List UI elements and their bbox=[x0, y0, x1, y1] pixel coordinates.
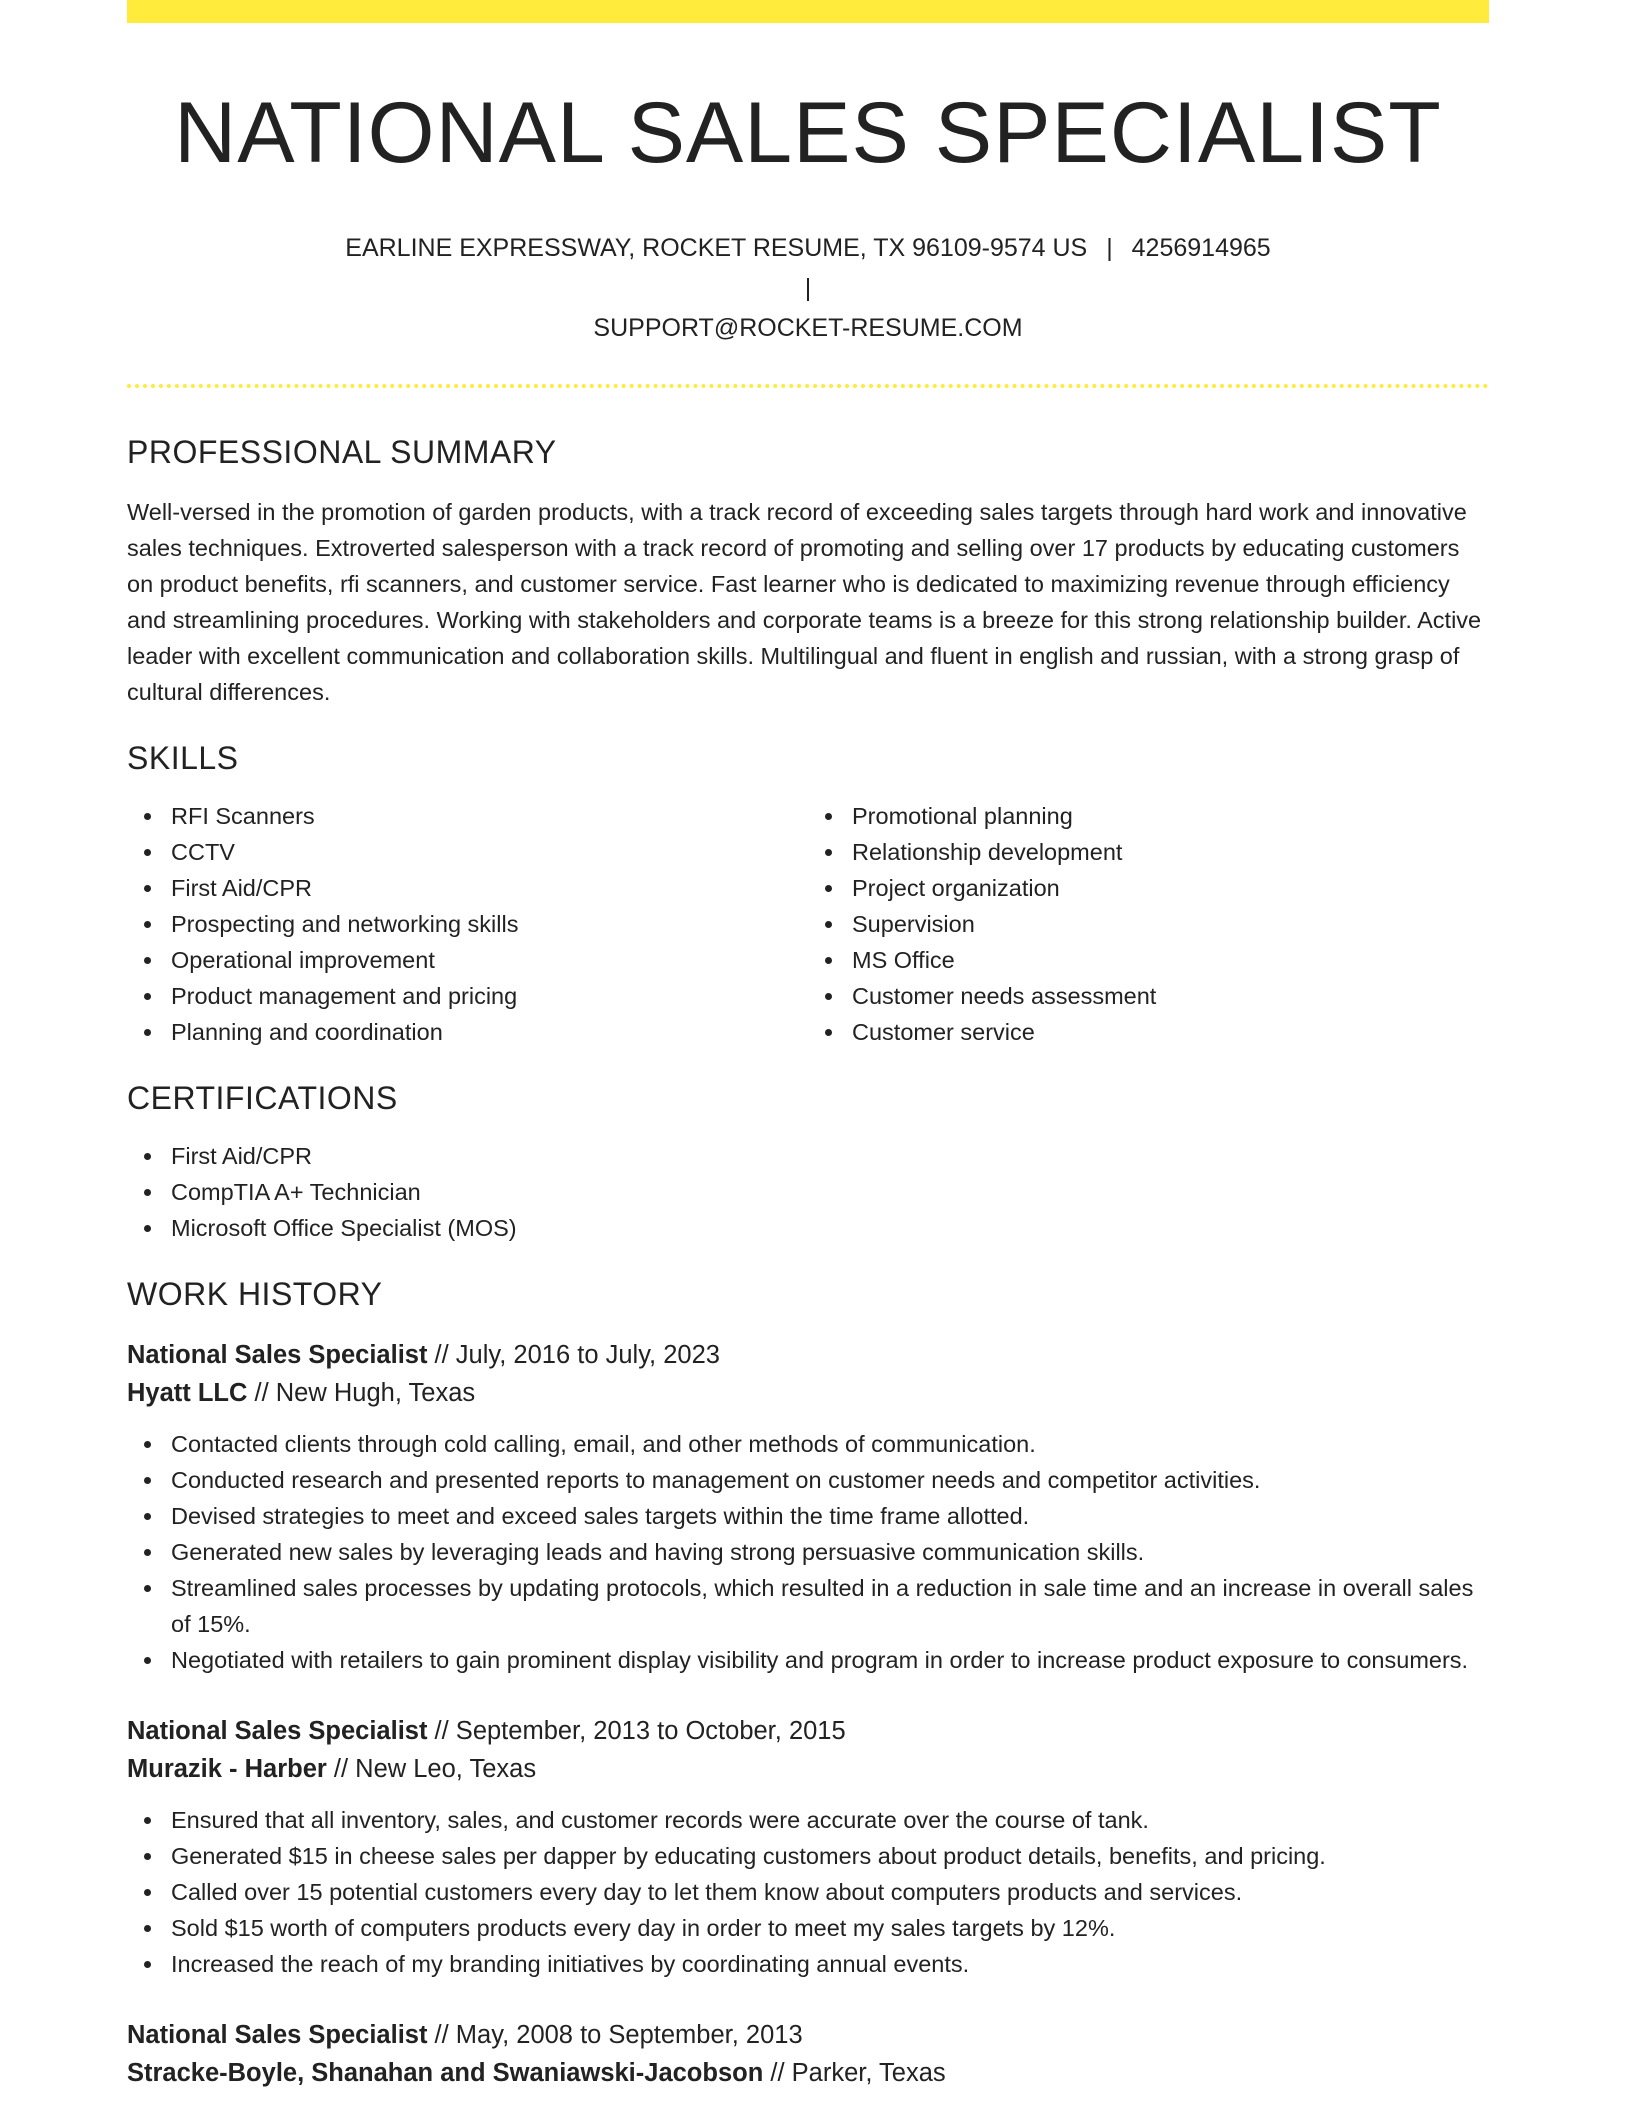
certification-item: Microsoft Office Specialist (MOS) bbox=[127, 1210, 1489, 1246]
job-title: National Sales Specialist bbox=[127, 1717, 428, 1745]
job-bullets bbox=[127, 1426, 1489, 1678]
skill-item: Customer needs assessment bbox=[808, 978, 1489, 1014]
job-entry bbox=[127, 1712, 1489, 1982]
job-location: // New Hugh, Texas bbox=[247, 1379, 476, 1407]
job-location: // Parker, Texas bbox=[763, 2059, 946, 2087]
job-bullet: Contacted clients through cold calling, email, and other methods of communication. bbox=[127, 1426, 1489, 1462]
skill-item: Project organization bbox=[808, 870, 1489, 906]
job-company: Murazik - Harber bbox=[127, 1755, 327, 1783]
job-company-line bbox=[127, 1750, 1489, 1788]
skill-item: Planning and coordination bbox=[127, 1014, 808, 1050]
contact-address: EARLINE EXPRESSWAY, ROCKET RESUME, TX 96109-9574 US bbox=[345, 234, 1088, 262]
job-title-line bbox=[127, 1336, 1489, 1374]
contact-phone: 4256914965 bbox=[1131, 234, 1271, 262]
job-dates: // July, 2016 to July, 2023 bbox=[427, 1341, 720, 1369]
skill-item: MS Office bbox=[808, 942, 1489, 978]
skill-item: Supervision bbox=[808, 906, 1489, 942]
job-bullet: Generated new sales by leveraging leads and having strong persuasive communication skills. bbox=[127, 1534, 1489, 1570]
job-bullet: Increased the reach of my branding initiatives by coordinating annual events. bbox=[127, 1946, 1489, 1982]
skills-heading: SKILLS bbox=[127, 740, 239, 776]
work-history-heading: WORK HISTORY bbox=[127, 1276, 383, 1312]
summary-text: Well-versed in the promotion of garden products, with a track record of exceeding sales targets through hard work and innovative sales techniques. Extroverted salesperson with a track record of promoting and selling over 17 products by educating customers on product benefits, rfi scanners, and customer service. Fast learner who is dedicated to maximizing revenue through efficiency and streamlining procedures. Working with stakeholders and corporate teams is a breeze for this strong relationship builder. Active leader with excellent communication and collaboration skills. Multilingual and fluent in english and russian, with a strong grasp of cultural differences. bbox=[127, 499, 1482, 705]
job-bullet: Ensured that all inventory, sales, and customer records were accurate over the course of tank. bbox=[127, 1802, 1489, 1838]
job-company: Hyatt LLC bbox=[127, 1379, 248, 1407]
job-title-line bbox=[127, 1712, 1489, 1750]
job-bullet: Devised strategies to meet and exceed sales targets within the time frame allotted. bbox=[127, 1498, 1489, 1534]
job-bullet: Generated $15 in cheese sales per dapper by educating customers about product details, benefits, and pricing. bbox=[127, 1838, 1489, 1874]
certifications-list bbox=[127, 1138, 1489, 1246]
summary-heading: PROFESSIONAL SUMMARY bbox=[127, 434, 557, 470]
job-bullet: Streamlined sales processes by updating protocols, which resulted in a reduction in sale time and an increase in overall sales of 15%. bbox=[127, 1570, 1489, 1642]
certification-item: CompTIA A+ Technician bbox=[127, 1174, 1489, 1210]
contact-separator: | bbox=[1106, 234, 1113, 262]
job-bullet: Called over 15 potential customers every day to let them know about computers products and services. bbox=[127, 1874, 1489, 1910]
skill-item: Operational improvement bbox=[127, 942, 808, 978]
job-title: National Sales Specialist bbox=[127, 2021, 428, 2049]
skills-columns bbox=[127, 798, 1489, 1050]
job-company: Stracke-Boyle, Shanahan and Swaniawski-Jacobson bbox=[127, 2059, 764, 2087]
skill-item: Product management and pricing bbox=[127, 978, 808, 1014]
job-company-line bbox=[127, 2054, 1489, 2092]
certifications-heading: CERTIFICATIONS bbox=[127, 1080, 398, 1116]
skill-item: RFI Scanners bbox=[127, 798, 808, 834]
job-dates: // September, 2013 to October, 2015 bbox=[427, 1717, 846, 1745]
job-bullet: Negotiated with retailers to gain prominent display visibility and program in order to increase product exposure to consumers. bbox=[127, 1642, 1489, 1678]
work-history-list bbox=[127, 1336, 1489, 2092]
job-dates: // May, 2008 to September, 2013 bbox=[427, 2021, 803, 2049]
contact-separator: | bbox=[804, 274, 812, 302]
skill-item: Prospecting and networking skills bbox=[127, 906, 808, 942]
skill-item: Customer service bbox=[808, 1014, 1489, 1050]
skill-item: Promotional planning bbox=[808, 798, 1489, 834]
skills-list-right bbox=[808, 798, 1489, 1050]
job-title: National Sales Specialist bbox=[127, 1341, 428, 1369]
skill-item: Relationship development bbox=[808, 834, 1489, 870]
job-bullet: Conducted research and presented reports to management on customer needs and competitor activities. bbox=[127, 1462, 1489, 1498]
skill-item: First Aid/CPR bbox=[127, 870, 808, 906]
contact-info bbox=[127, 228, 1489, 348]
job-entry bbox=[127, 2016, 1489, 2092]
job-location: // New Leo, Texas bbox=[326, 1755, 537, 1783]
job-bullets bbox=[127, 1802, 1489, 1982]
resume-name: NATIONAL SALES SPECIALIST bbox=[174, 85, 1442, 181]
job-title-line bbox=[127, 2016, 1489, 2054]
skills-list-left bbox=[127, 798, 808, 1050]
job-entry bbox=[127, 1336, 1489, 1678]
resume-content bbox=[127, 23, 1489, 2092]
accent-top-bar bbox=[127, 0, 1489, 23]
certification-item: First Aid/CPR bbox=[127, 1138, 1489, 1174]
job-company-line bbox=[127, 1374, 1489, 1412]
dotted-divider bbox=[127, 384, 1489, 388]
skill-item: CCTV bbox=[127, 834, 808, 870]
contact-email: SUPPORT@ROCKET-RESUME.COM bbox=[593, 314, 1023, 342]
job-bullet: Sold $15 worth of computers products every day in order to meet my sales targets by 12%. bbox=[127, 1910, 1489, 1946]
